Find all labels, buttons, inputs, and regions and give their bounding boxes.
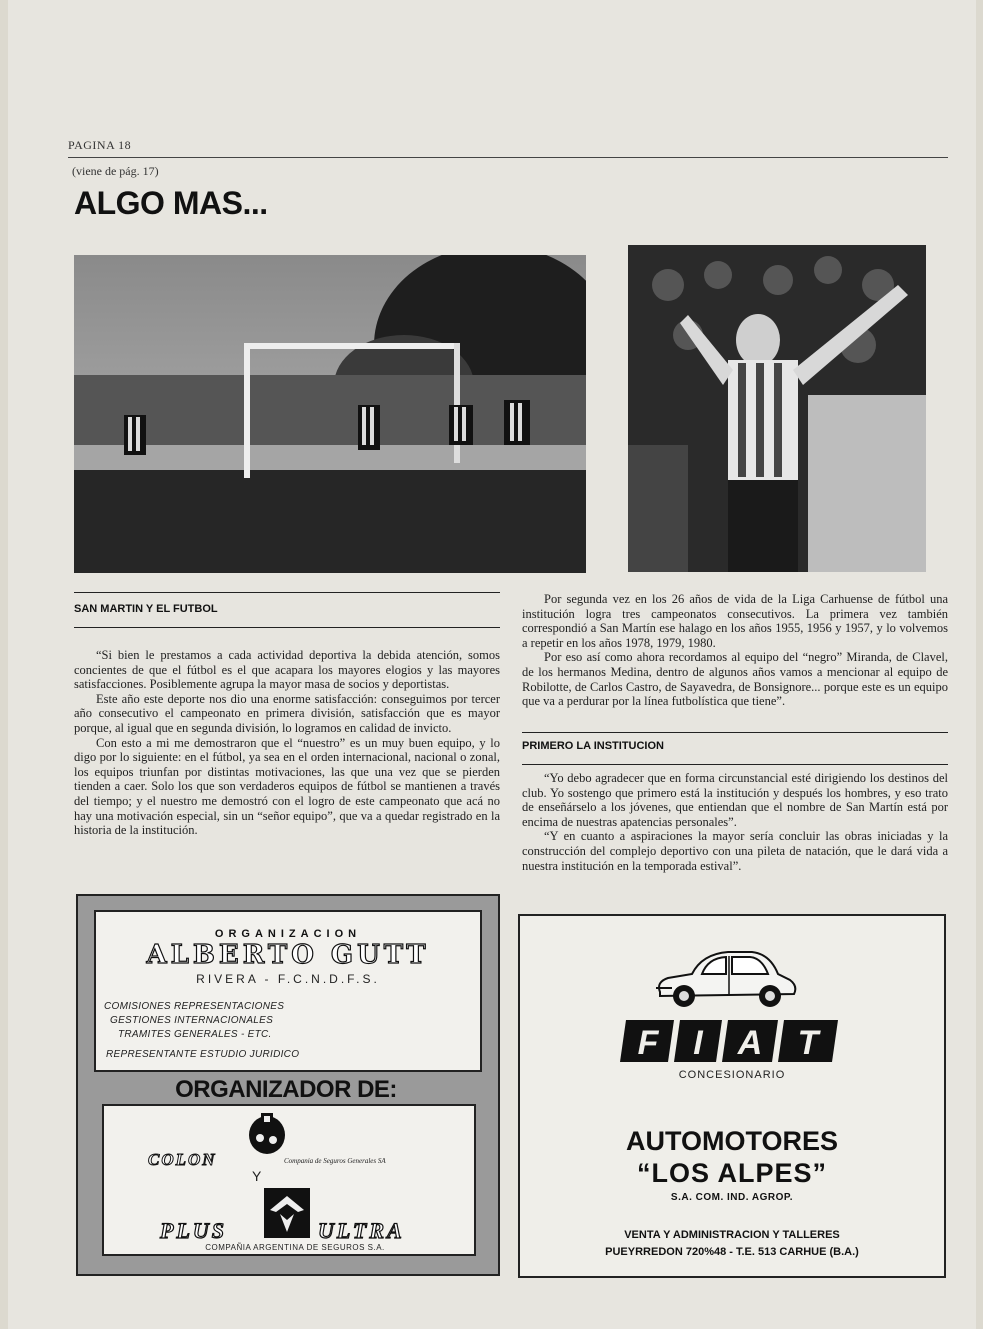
paragraph: Este año este deporte nos dio una enorme satisfacción: conseguimos por tercer año consecutivo el campeonato en primera división, satisfacción que es mayor porque, al igual que en segunda división, lo logramos en calidad de invicto. (74, 691, 500, 735)
section-rule-bottom-2 (522, 764, 948, 765)
plus-ultra-eagle-icon (264, 1188, 310, 1243)
ad-conjunction: Y (252, 1168, 262, 1184)
plus-ultra-left: PLUS (160, 1218, 227, 1243)
article-title: ALGO MAS... (74, 185, 268, 221)
colon-insurer-name: COLON (148, 1150, 217, 1169)
ad-service-line: TRAMITES GENERALES - ETC. (118, 1029, 272, 1040)
colon-insurer-subtitle: Compania de Seguros Generales SA (284, 1157, 386, 1165)
paragraph: “Y en cuanto a aspiraciones la mayor sería concluir las obras iniciadas y la construcción del complejo deportivo con una pileta de natación, que le dará vida a nuestra institución en la temporada estival”. (522, 829, 948, 873)
fiat-concesionario: CONCESIONARIO (678, 1069, 786, 1081)
right-column-text-bottom (522, 771, 948, 873)
svg-text:F: F (637, 1024, 659, 1062)
colon-logo-icon (246, 1110, 288, 1161)
paragraph: “Yo debo agradecer que en forma circunstancial esté dirigiendo los destinos del club. Yo sostengo que primero está la institución y después los hombres, y eso trato de enseñárselo a los jóvenes, que entiendan que el nombre de San Martín está por encima de nuestras apatencias personales”. (522, 771, 948, 829)
paragraph: Por segunda vez en los 26 años de vida de la Liga Carhuense de fútbol una institución logra tres campeonatos consecutivos. La primera vez también correspondió a San Martín ese halago en los años 1955, 1956 y 1957, y lo volvemos a repetir en los años 1978, 1979, 1980. (522, 592, 948, 650)
section-title-futbol: SAN MARTIN Y EL FUTBOL (74, 603, 218, 615)
ad-organizador-heading: ORGANIZADOR DE: (175, 1076, 397, 1103)
fiat-services: VENTA Y ADMINISTRACION Y TALLERES (624, 1229, 840, 1241)
right-column-text-top (522, 592, 948, 709)
paragraph: Con esto a mi me demostraron que el “nuestro” es un muy buen equipo, y lo digo por lo siguiente: en el fútbol, ya sea en el orden internacional, nacional o zonal, los equipos triunfan por distintas motivaciones, las que una vez que se pierden tienden a caer. Solo los que son verdaderos equipos de fútbol se mantienen a través del tiempo; y el nuestro me demostró con el logro de este campeonato que acá no hay una motivación especial, sin un “señor equipo”, que va a quedar registrado en la historia de la institución. (74, 735, 500, 838)
svg-text:A: A (737, 1024, 763, 1062)
fiat-company-type: S.A. COM. IND. AGROP. (670, 1192, 794, 1203)
ad-gutt-name: ALBERTO GUTT (146, 940, 430, 970)
svg-text:I: I (693, 1024, 703, 1062)
photo-football-match (74, 255, 586, 573)
fiat-automotores: AUTOMOTORES (625, 1126, 839, 1156)
header-rule (68, 157, 948, 158)
section-rule-top-2 (522, 732, 948, 733)
paragraph: “Si bien le prestamos a cada actividad deportiva la debida atención, somos concientes de que el fútbol es el que acapara los mayores elogios y las mayores satisfacciones. Posiblemente agrupa la mayor masa de socios y deportistas. (74, 648, 500, 692)
ad-service-line: REPRESENTANTE ESTUDIO JURIDICO (106, 1049, 300, 1060)
svg-text:T: T (797, 1024, 819, 1062)
continued-note: (viene de pág. 17) (72, 164, 159, 178)
ad-gutt-location: RIVERA - F.C.N.D.F.S. (196, 972, 380, 986)
page-number: PAGINA 18 (68, 138, 132, 152)
ad-service-line: COMISIONES REPRESENTACIONES (104, 1001, 285, 1012)
ad-service-line: GESTIONES INTERNACIONALES (110, 1015, 274, 1026)
fiat-car-icon (652, 948, 800, 1019)
fiat-address: PUEYRREDON 720%48 - T.E. 513 CARHUE (B.A.) (605, 1246, 859, 1258)
plus-ultra-right: ULTRA (318, 1218, 405, 1243)
fiat-logo (620, 1020, 838, 1062)
plus-ultra-subtitle: COMPAÑIA ARGENTINA DE SEGUROS S.A. (205, 1243, 385, 1252)
photo-celebrating-player (628, 245, 926, 572)
section-rule-bottom (74, 627, 500, 628)
fiat-los-alpes: “LOS ALPES” (636, 1158, 828, 1188)
left-column-text (74, 648, 500, 838)
paragraph: Por eso así como ahora recordamos al equipo del “negro” Miranda, de Clavel, de los hermanos Medina, dentro de algunos años vamos a mencionar al equipo de Robilotte, de Carlos Castro, de Sayavedra, de Bonsignore... porque este es un equipo que va a perdurar por la línea futbolística que tiene”. (522, 650, 948, 709)
section-title-institucion: PRIMERO LA INSTITUCION (522, 740, 664, 752)
section-rule-top (74, 592, 500, 593)
ad-organizacion-label: ORGANIZACION (214, 928, 362, 940)
